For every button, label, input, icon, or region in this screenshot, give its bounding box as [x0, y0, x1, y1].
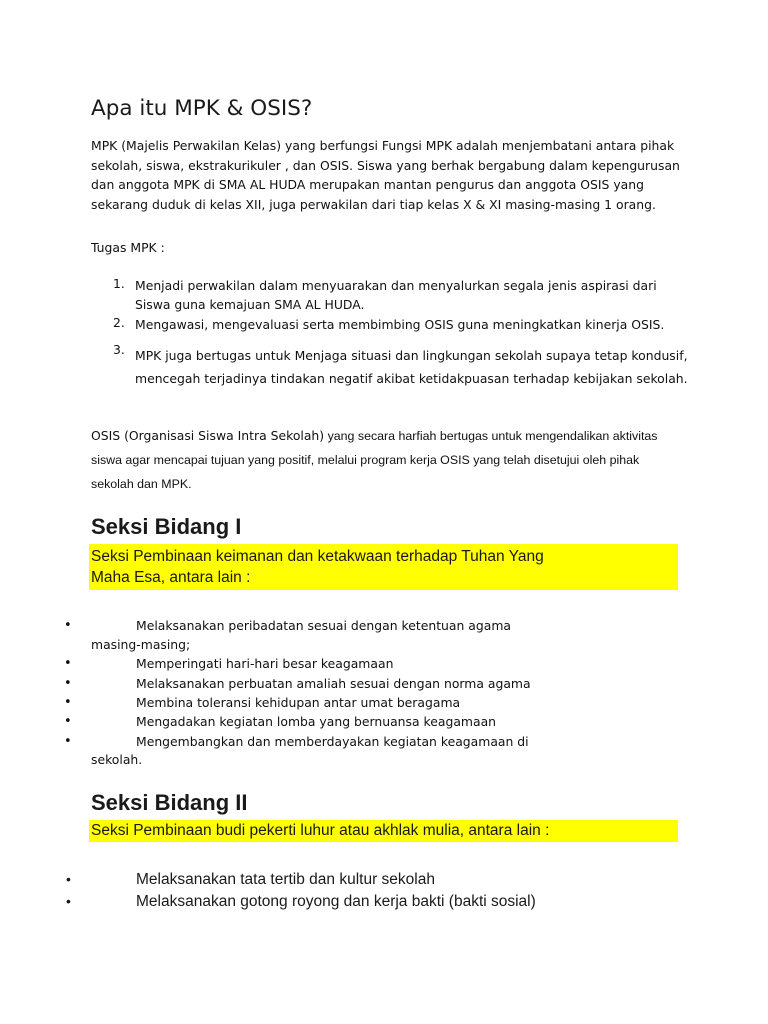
- osis-line: siswa agar mencapai tujuan yang positif, melalui program kerja OSIS yang telah disetujui oleh pihak: [91, 453, 640, 467]
- bullet-icon: •: [64, 695, 72, 710]
- intro-line: dan anggota MPK di SMA AL HUDA merupakan mantan pengurus dan anggota OSIS yang: [91, 177, 644, 192]
- bullet-text: Melaksanakan perbuatan amaliah sesuai dengan norma agama: [136, 676, 531, 691]
- list-line: mencegah terjadinya tindakan negatif akibat ketidakpuasan terhadap kebijakan sekolah.: [135, 371, 688, 386]
- list-number: 3.: [113, 342, 125, 357]
- tugas-label: Tugas MPK :: [91, 240, 165, 255]
- highlight-line: Maha Esa, antara lain :: [91, 569, 251, 586]
- osis-paragraph: [91, 424, 711, 496]
- list-line: Menjadi perwakilan dalam menyuarakan dan menyalurkan segala jenis aspirasi dari: [135, 278, 657, 293]
- intro-line: sekolah, siswa, ekstrakurikuler , dan OSIS. Siswa yang berhak bergabung dalam kepengurusan: [91, 157, 680, 173]
- page-title: Apa itu MPK & OSIS?: [91, 96, 313, 121]
- list-number: 2.: [113, 315, 125, 330]
- bullet-continuation: sekolah.: [91, 752, 143, 767]
- list-text: [135, 370, 688, 388]
- bullet-text: Melaksanakan peribadatan sesuai dengan ketentuan agama: [136, 618, 511, 633]
- list-text: [135, 315, 664, 334]
- bullet-text: Melaksanakan tata tertib dan kultur sekolah: [136, 871, 435, 888]
- osis-line: sekolah dan MPK.: [91, 477, 192, 491]
- highlight-line: Seksi Pembinaan budi pekerti luhur atau akhlak mulia, antara lain :: [91, 822, 550, 839]
- list-line: MPK juga bertugas untuk Menjaga situasi dan lingkungan sekolah supaya tetap kondusif,: [135, 348, 688, 363]
- bullet-text: Mengadakan kegiatan lomba yang bernuansa keagamaan: [136, 714, 497, 729]
- bullet-icon: •: [64, 714, 72, 729]
- intro-line: MPK (Majelis Perwakilan Kelas) yang berfungsi Fungsi MPK adalah menjembatani antara pihak: [91, 138, 675, 153]
- bullet-icon: •: [64, 618, 72, 633]
- bullet-text: Mengembangkan dan memberdayakan kegiatan keagamaan di: [136, 734, 529, 749]
- intro-line: sekarang duduk di kelas XII, juga perwakilan dari tiap kelas X & XI masing-masing 1 orang.: [91, 196, 656, 212]
- seksi-2-heading: Seksi Bidang II: [91, 790, 248, 815]
- bullet-icon: •: [66, 871, 71, 887]
- seksi-2-highlight: [89, 820, 678, 842]
- bullet-icon: •: [64, 656, 72, 671]
- list-number: 1.: [113, 276, 125, 291]
- bullet-text: Melaksanakan gotong royong dan kerja bakti (bakti sosial): [136, 893, 536, 910]
- list-text: [135, 276, 657, 314]
- seksi-1-heading: Seksi Bidang I: [91, 514, 242, 539]
- list-text: [135, 342, 688, 370]
- bullet-text: Memperingati hari-hari besar keagamaan: [136, 656, 394, 671]
- osis-line-rest: yang secara harfiah bertugas untuk mengendalikan aktivitas: [324, 429, 658, 443]
- highlight-line: Seksi Pembinaan keimanan dan ketakwaan terhadap Tuhan Yang: [91, 548, 544, 565]
- list-line: Mengawasi, mengevaluasi serta membimbing OSIS guna meningkatkan kinerja OSIS.: [135, 317, 665, 332]
- bullet-icon: •: [66, 893, 71, 909]
- list-line: Siswa guna kemajuan SMA AL HUDA.: [135, 297, 365, 312]
- bullet-continuation: masing-masing;: [91, 637, 191, 652]
- intro-paragraph: [91, 136, 691, 214]
- bullet-icon: •: [64, 734, 72, 749]
- seksi-1-highlight: [89, 544, 678, 590]
- bullet-icon: •: [64, 676, 72, 691]
- bullet-text: Membina toleransi kehidupan antar umat beragama: [136, 695, 461, 710]
- osis-lead: OSIS (Organisasi Siswa Intra Sekolah): [91, 428, 325, 443]
